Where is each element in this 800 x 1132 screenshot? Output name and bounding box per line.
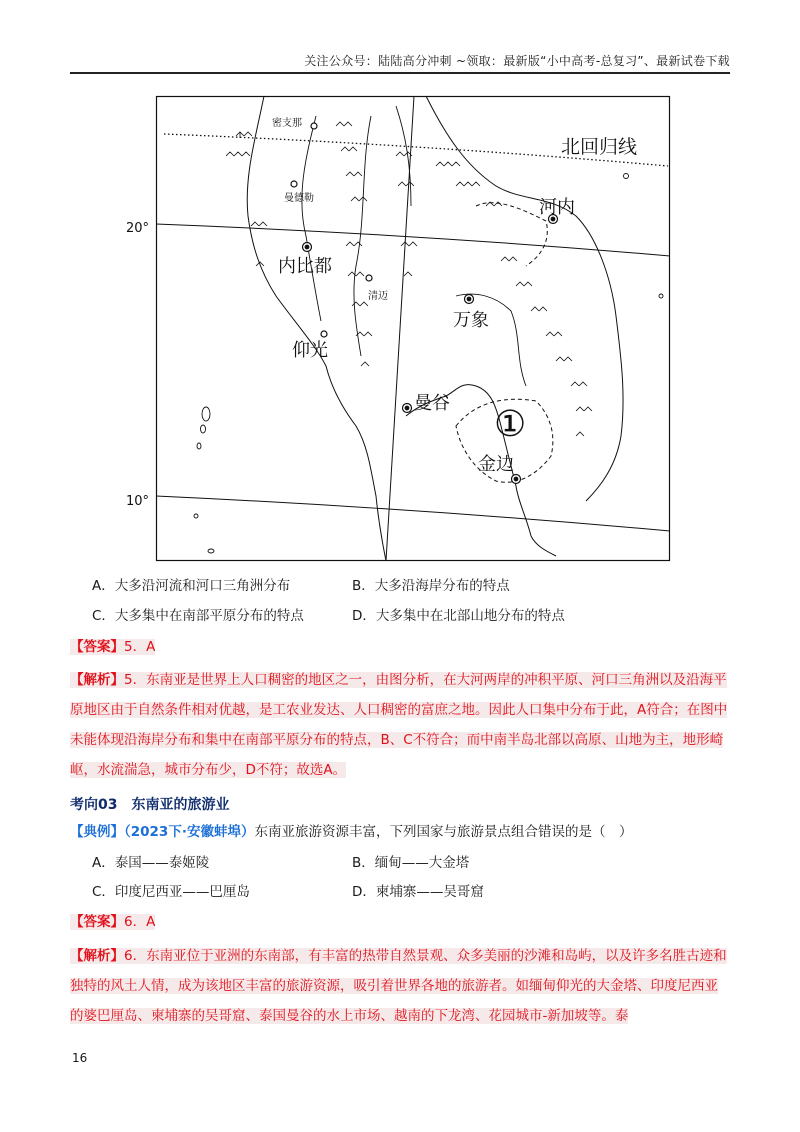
q6-answer: [70, 907, 730, 937]
label-myitkyina: 密支那: [272, 118, 302, 129]
q6-analysis-text: 6．东南亚位于亚洲的东南部，有丰富的热带自然景观、众多美丽的沙滩和岛屿，以及许多名胜古迹和独特的风土人情，成为该地区丰富的旅游资源，吸引着世界各地的旅游者。如缅甸仰光的大金塔、印度尼西亚的婆巴厘岛、柬埔寨的吴哥窟、泰国曼谷的水上市场、越南的下龙湾、花园城市-新加坡等。泰: [70, 948, 727, 1024]
label-hanoi: 河内: [539, 197, 575, 218]
q5-answer-text: 5．A: [124, 639, 156, 655]
q6-option-b: B．缅甸——大金塔: [352, 855, 470, 871]
label-vientiane: 万象: [453, 310, 489, 331]
label-mandalay: 曼德勒: [284, 193, 314, 204]
header-rule: [70, 72, 730, 74]
label-bangkok: 曼谷: [414, 393, 450, 414]
map-frame: [157, 97, 670, 561]
q6-analysis-tag: 【解析】: [70, 948, 124, 964]
q6-option-c: C．印度尼西亚——巴厘岛: [92, 884, 250, 900]
q5-analysis-text: 5．东南亚是世界上人口稠密的地区之一，由图分析，在大河两岸的冲积平原、河口三角洲以及沿海平原地区由于自然条件相对优越，是工农业发达、人口稠密的富庶之地。因此人口集中分布于此，A符合；在图中未能体现沿海岸分布和集中在南部平原分布的特点，B、C不符合；而中南半岛北部以高原、山地为主，地形崎岖，水流湍急，城市分布少，D不符；故选A。: [70, 672, 728, 778]
label-naypyidaw: 内比都: [278, 256, 332, 277]
page-number: 16: [72, 1051, 88, 1065]
q6-answer-tag: 【答案】: [70, 914, 124, 930]
q5-option-b: B．大多沿海岸分布的特点: [352, 578, 510, 594]
q6-option-d: D．柬埔寨——吴哥窟: [352, 884, 484, 900]
q6-stem: [70, 817, 730, 847]
q6-example-tag: 【典例】: [70, 824, 124, 840]
q6-option-a: A．泰国——泰姬陵: [92, 855, 210, 871]
map-svg: [126, 96, 670, 561]
label-chiangmai: 清迈: [368, 291, 388, 302]
q5-option-c: C．大多集中在南部平原分布的特点: [92, 608, 304, 624]
q5-analysis: [70, 665, 730, 785]
q5-option-d: D．大多集中在北部山地分布的特点: [352, 608, 565, 624]
label-yangon: 仰光: [292, 340, 328, 361]
page-header: 关注公众号：陆陆高分冲刺 ~领取：最新版“小中高考-总复习”、最新试卷下载: [304, 54, 730, 68]
label-phnompenh: 金边: [478, 454, 514, 475]
q5-answer-tag: 【答案】: [70, 639, 124, 655]
label-lat10: 10°: [126, 494, 150, 509]
label-tropic: 北回归线: [561, 136, 638, 158]
q5-answer: [70, 632, 730, 662]
q6-answer-text: 6．A: [124, 914, 156, 930]
southeast-asia-map: [126, 96, 670, 561]
q6-source: （2023下·安徽蚌埠）: [124, 824, 255, 840]
q5-option-a: A．大多沿河流和河口三角洲分布: [92, 578, 291, 594]
section-title: 考向03 东南亚的旅游业: [70, 797, 230, 813]
label-lat20: 20°: [126, 221, 150, 236]
label-marker-1: ①: [494, 404, 527, 445]
q6-analysis: [70, 941, 730, 1031]
q6-stem-text: 东南亚旅游资源丰富，下列国家与旅游景点组合错误的是（ ）: [254, 824, 633, 840]
q5-analysis-tag: 【解析】: [70, 672, 124, 688]
